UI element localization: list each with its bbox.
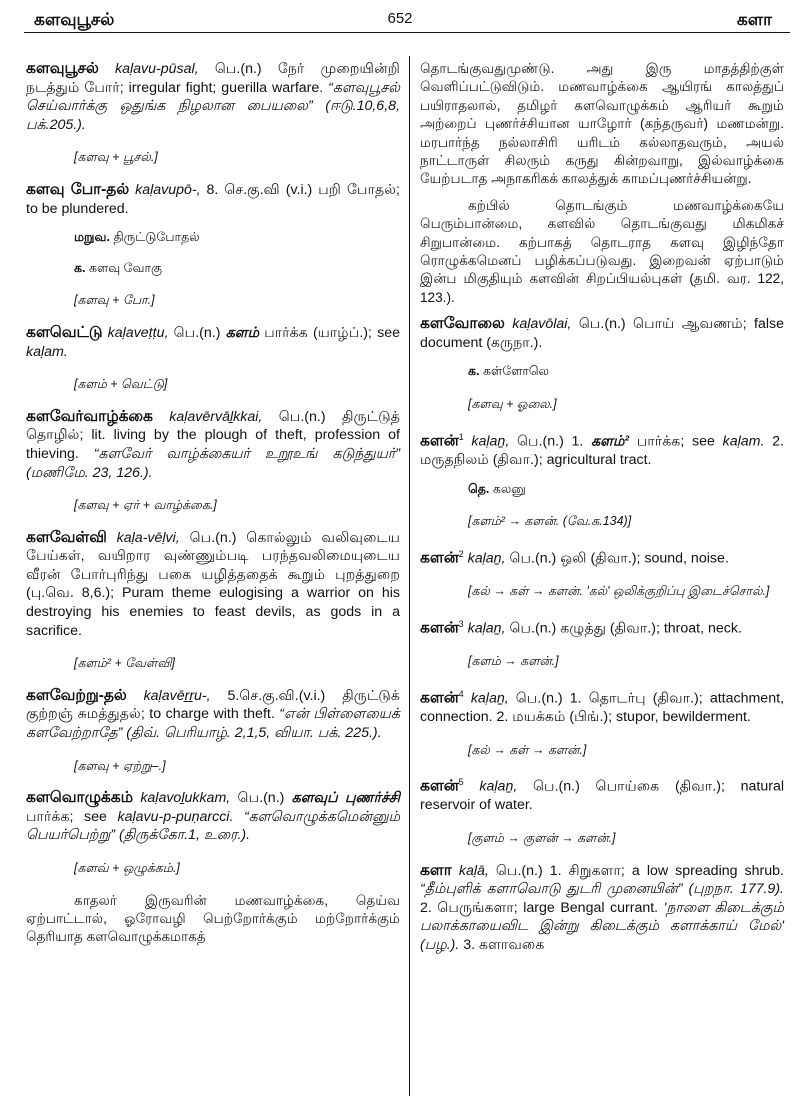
entry-kala — [420, 862, 784, 955]
headword: களன் — [420, 619, 459, 637]
reference: (புறநா. 177.9). — [688, 881, 784, 898]
header-rule — [24, 32, 790, 33]
quotation: 'நாளை கிடைக்கும் பலாக்காயைவிட இன்று கிடைக்கும் களாக்காய் மேல்' — [420, 899, 784, 935]
headword: களவேள்வி — [26, 528, 107, 546]
transliteration: kaḷaṉ, — [467, 620, 506, 637]
definition: பெ.(n.) பொய் ஆவணம்; false document (கருநா.). — [420, 316, 784, 351]
transliteration: kaḷavoḻukkam, — [140, 790, 231, 807]
entry-kalavozhukkam — [26, 789, 400, 845]
transliteration: kaḷavēṟṟu-, — [143, 687, 211, 704]
derivation: [களவு + ஏற்று–.] — [74, 758, 166, 773]
derivation: [களம்² + வேள்வி] — [74, 656, 176, 671]
quotation: “களவொழுக்கமென்னும் பெயர்பெற்று” — [26, 808, 400, 844]
definition-sense-3: 3. களாவகை — [463, 937, 545, 954]
homonym-number: 5 — [458, 777, 464, 788]
cognate-label: க. — [468, 364, 480, 379]
definition-cont: பார்க்க; see — [636, 433, 715, 450]
column-divider — [409, 56, 410, 1096]
transliteration: kaḷaṉ, — [471, 433, 510, 450]
entry-kalavolai — [420, 315, 784, 352]
cognate-line — [468, 480, 784, 499]
derivation: [குளம் → குளன் → களன்.] — [468, 831, 616, 846]
headword: களவு போ-தல் — [26, 180, 130, 198]
transliteration: kaḷaṉ, — [479, 778, 518, 795]
definition-cont: பார்க்க (யாழ்ப்.); see — [264, 324, 400, 341]
entry-kalavervazhkkai — [26, 408, 400, 482]
cognate-label: தெ. — [468, 481, 490, 496]
entry-kalavelvi — [26, 529, 400, 641]
headword: களன் — [420, 549, 459, 567]
derivation: [களவு + ஓலை.] — [468, 397, 557, 412]
headword: களன் — [420, 689, 459, 707]
reference: (திருக்கோ.1, உரை.). — [118, 827, 251, 844]
transliteration: kaḷaṉ, — [470, 690, 509, 707]
definition: 5.செ.கு.வி.(v.i.) திருட்டுக் குற்றஞ் சுமத்துதல்; to charge with theft. — [26, 687, 400, 723]
commentary-paragraph: காதலர் இருவரின் மணவாழ்க்கை, தெய்வ ஏற்பாட்டால், ஓரோவழி பெற்றோர்க்கும் மற்றோர்க்கும் தெரியாத களவொழுக்கமாகத் — [26, 892, 400, 945]
left-column — [26, 60, 400, 955]
derivation: [களம்² → களன். (வே.க.134)] — [468, 514, 632, 529]
derivation: [களவு + போ.] — [74, 293, 155, 308]
definition: பெ.(n.) பொய்கை (திவா.); natural reservoir of water. — [420, 778, 785, 814]
headword: களவேற்று-தல் — [26, 686, 127, 704]
quotation: “தீம்புளிக் களாவொடு துடரி முனையின்” — [420, 881, 683, 898]
definition: பெ.(n.) 1. சிறுகளா; a low spreading shrub. — [495, 862, 784, 879]
quotation: “களவேர் வாழ்க்கையர் உறூஉங் கடுந்துயர்” — [93, 445, 400, 462]
definition-cont: பார்க்க; see — [26, 808, 107, 825]
entry-kalan-4 — [420, 685, 784, 727]
definition: பெ.(n.) ஒலி (திவா.); sound, noise. — [509, 550, 729, 567]
cognate-line — [74, 259, 400, 278]
definition: பெ.(n.) திருட்டுத் தொழில்; lit. living by the plough of theft, profession of thieving. — [26, 408, 400, 462]
commentary-paragraph: கற்பில் தொடங்கும் மணவாழ்க்கையே பெரும்பான்மை, களவில் தொடங்குவது மிகமிகச் சிறுபான்மை. கற்பாகத் தொடராத களவு இழிந்தோ ரொழுக்கமெனப் பழிக்கப்படுவது. இறைவன் ஏற்பாடும் இன்ப மிகுதியும் களவின் சிறப்பியல்புகள் (தமி. வர. 122, 123.). — [420, 197, 784, 305]
derivation: [களவு + பூசல்.] — [74, 150, 158, 165]
right-guide-word: களா — [736, 10, 772, 29]
homonym-number: 2 — [458, 548, 464, 559]
definition: பெ.(n.) 1. தொடர்பு (திவா.); attachment, connection. 2. மயக்கம் (பிங்.); stupor, bewilderment. — [420, 690, 784, 725]
entry-kalan-5 — [420, 773, 784, 815]
cognate-text: கள்ளோலெ — [482, 364, 550, 379]
derivation: [களவு + ஏர் + வாழ்க்கை.] — [74, 498, 217, 513]
derivation: [களம் + வெட்டு] — [74, 377, 168, 392]
definition: பெ.(n.) கழுத்து (திவா.); throat, neck. — [509, 620, 742, 637]
entry-kalavetruthal — [26, 687, 400, 743]
see-ref: kaḷam. — [26, 343, 68, 360]
quotation: “என் பிள்ளையைக் களவேற்றாதே” — [26, 706, 400, 742]
cognate-text: கலனு — [492, 481, 526, 496]
synonym-label: மறுவ. — [74, 230, 110, 245]
reference: (மணிமே. 23, 126.). — [26, 464, 153, 481]
synonym-line — [74, 228, 400, 247]
definition: பெ.(n.) நேர் முறையின்றி நடத்தும் போர்; irregular fight; guerilla warfare. — [26, 61, 401, 96]
homonym-number: 3 — [458, 618, 464, 629]
homonym-number: 1 — [458, 431, 464, 442]
entry-kalavupothal — [26, 181, 400, 218]
cross-ref-bold: களவுப் புணர்ச்சி — [291, 790, 400, 807]
derivation: [களவ் + ஒழுக்கம்.] — [74, 861, 180, 875]
derivation: [கல் → கள் → களன். 'கல்' ஒலிக்குறிப்பு இடைச்சொல்.] — [468, 584, 770, 599]
right-column — [420, 60, 784, 961]
definition: பெ.(n.) — [237, 790, 285, 807]
entry-kalavettu — [26, 324, 400, 361]
headword: களா — [420, 861, 452, 879]
page-header — [0, 6, 800, 40]
cognate-label: க. — [74, 260, 86, 275]
cross-ref-bold: களம்² — [591, 433, 630, 450]
left-guide-word: களவுபூசல் — [34, 10, 115, 29]
cross-ref-bold: களம் — [225, 324, 259, 341]
synonym-text: திருட்டுபோதல் — [113, 230, 200, 245]
entry-kalavupusal — [26, 60, 400, 134]
transliteration: kaḷaveṭṭu, — [107, 324, 169, 341]
transliteration: kaḷavōlai, — [512, 316, 572, 333]
quotation: “களவுபூசல் செய்வார்க்கு ஒதுங்க நிழலான பையலை” — [26, 79, 400, 115]
headword: களவெட்டு — [26, 323, 103, 341]
commentary-paragraph: தொடங்குவதுமுண்டு. அது இரு மாதத்திற்குள் வெளிப்பட்டுவிடும். மணவாழ்க்கை ஆயிரங் காலத்துப் பயிராதலால், தமிழர் களவொழுக்கம் ஆரியர் கூறும் அற்றைப் புணர்ச்சியான யாழோர் (கந்தருவர்) மணமன்று. மரபார்ந்த நல்லாசிரி யரிடம் கல்லாதவரும், அயல் நாட்டாருள் சிலரும் கருது கின்றவாறு, இல்வாழ்க்கை யேற்படாத அநாகரிகக் காலத்துக் காமப்புணர்ச்சியன்று. — [420, 61, 784, 187]
definition: பெ.(n.) கொல்லும் வலிவுடைய பேய்கள், வயிறார வுண்ணும்படி பரந்தவலிமையுடைய வீரன் போர்புரிந்து பகை யழித்ததைக் கூறும் புறத்துறை (பு.வெ. 8,6.); Puram theme eulogising a warrior on his destroying his enemies to feast devils, as gods in a sacrifice. — [26, 529, 400, 639]
definition: பெ.(n.) 1. — [516, 433, 584, 450]
definition-sense-2: 2. பெருங்களா; large Bengal currant. — [420, 899, 659, 916]
transliteration: kaḷaṉ, — [467, 550, 506, 567]
homonym-number: 4 — [458, 688, 464, 699]
headword: களவோலை — [420, 315, 505, 333]
entry-kalan-2 — [420, 545, 784, 568]
derivation: [களம் → களன்.] — [468, 654, 559, 669]
transliteration: kaḷavērvāḻkkai, — [169, 408, 263, 425]
transliteration: kaḷā, — [458, 862, 489, 879]
transliteration: kaḷavu-pūsal, — [115, 61, 199, 77]
cognate-text: களவு வோகு — [88, 260, 163, 275]
definition: 8. செ.கு.வி (v.i.) பறி போதல்; to be plundered. — [26, 181, 400, 217]
see-ref: kaḷavu-p-puṇarcci. — [117, 808, 234, 825]
reference: (திவ். பெரியாழ். 2,1,5, வியா. பக். 225.). — [126, 725, 382, 742]
definition-sense-2: 2. மருதநிலம் (திவா.); agricultural tract. — [420, 433, 784, 468]
see-ref: kaḷam. — [722, 433, 765, 450]
transliteration: kaḷa-vēḷvi, — [116, 529, 180, 546]
transliteration: kaḷavupō-, — [135, 181, 201, 198]
derivation: [கல் → கள் → களன்.] — [468, 742, 587, 757]
definition: பெ.(n.) — [173, 324, 221, 341]
headword: களவுபூசல் — [26, 60, 99, 77]
headword: களவேர்வாழ்க்கை — [26, 407, 153, 425]
reference: (பழ.). — [420, 937, 460, 954]
entry-kalan-3 — [420, 615, 784, 638]
entry-kalan-1 — [420, 428, 784, 470]
reference: (ஈடு.10,6,8, பக்.205.). — [26, 98, 400, 133]
cognate-line — [468, 362, 784, 381]
headword: களன் — [420, 432, 459, 450]
page-number: 652 — [387, 10, 413, 27]
headword: களன் — [420, 777, 459, 795]
headword: களவொழுக்கம் — [26, 789, 133, 807]
